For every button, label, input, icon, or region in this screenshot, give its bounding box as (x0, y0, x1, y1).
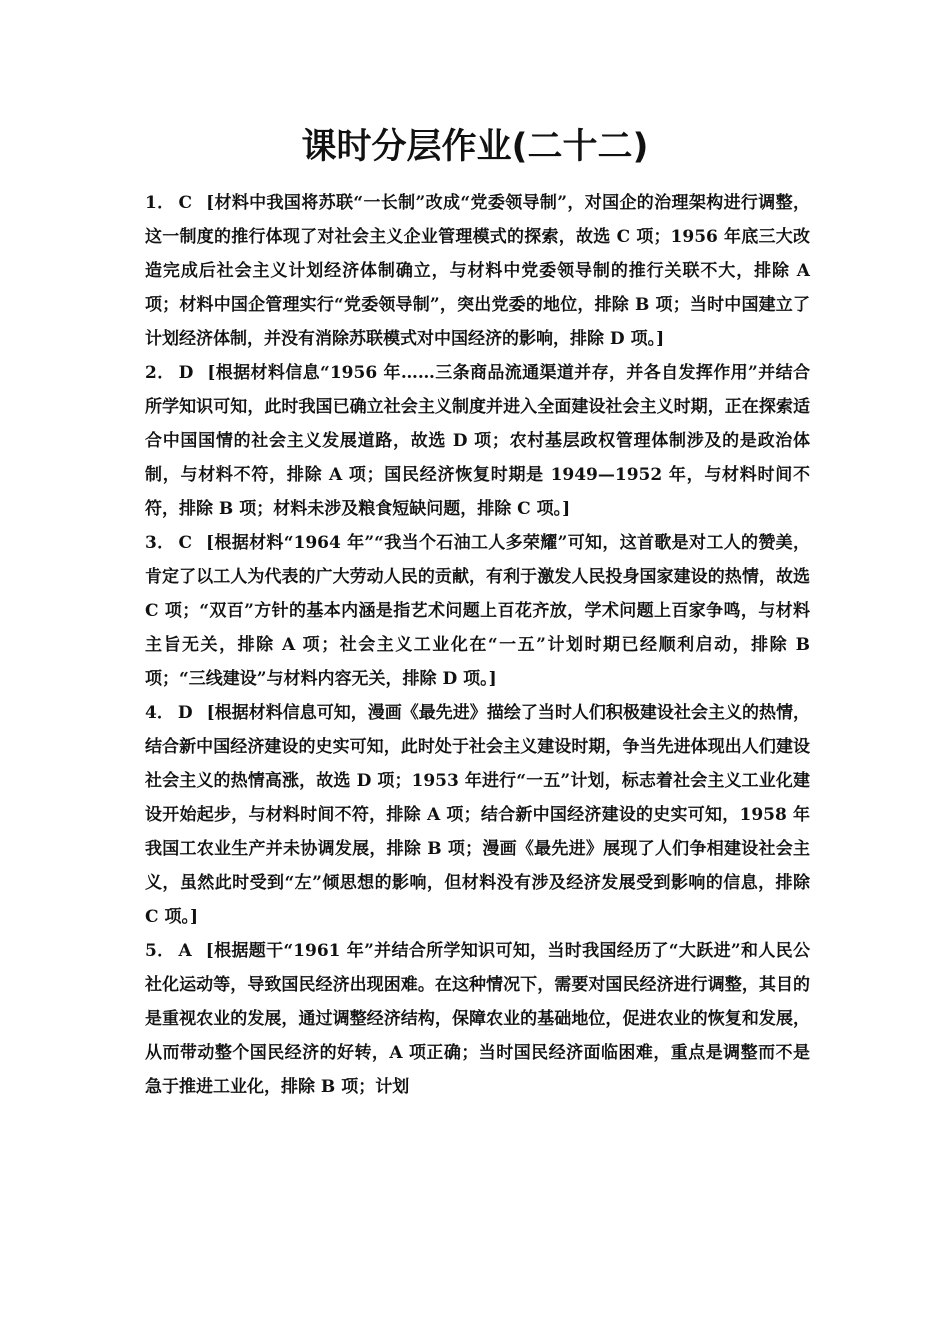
answer-choice: D (177, 703, 193, 723)
answer-list (145, 186, 810, 1104)
answer-explanation: [材料中我国将苏联“一长制”改成“党委领导制”，对国企的治理架构进行调整，这一制度的推行体现了对社会主义企业管理模式的探索，故选 C 项；1956 年底三大改造完成后社会主义计划经济体制确立，与材料中党委领导制的推行关联不大，排除 A 项；材料中国企管理实行“党委领导制”，突出党委的地位，排除 B 项；当时中国建立了计划经济体制，并没有消除苏联模式对中国经济的影响，排除 D 项。] (145, 193, 810, 349)
answer-item (145, 356, 810, 526)
answer-number: 2． (145, 363, 175, 383)
answer-number: 1． (145, 193, 175, 213)
answer-choice: C (178, 533, 193, 553)
answer-explanation: [根据题干“1961 年”并结合所学知识可知，当时我国经历了“大跃进”和人民公社化运动等，导致国民经济出现困难。在这种情况下，需要对国民经济进行调整，其目的是重视农业的发展，通过调整经济结构，保障农业的基础地位，促进农业的恢复和发展，从而带动整个国民经济的好转，A 项正确；当时国民经济面临困难，重点是调整而不是急于推进工业化，排除 B 项；计划 (145, 941, 810, 1097)
answer-item (145, 934, 810, 1104)
answer-item (145, 186, 810, 356)
answer-choice: D (178, 363, 194, 383)
answer-explanation: [根据材料“1964 年”“我当个石油工人多荣耀”可知，这首歌是对工人的赞美，肯定了以工人为代表的广大劳动人民的贡献，有利于激发人民投身国家建设的热情，故选 C 项；“双百”方针的基本内涵是指艺术问题上百花齐放，学术问题上百家争鸣，与材料主旨无关，排除 A 项；社会主义工业化在“一五”计划时期已经顺利启动，排除 B 项；“三线建设”与材料内容无关，排除 D 项。] (145, 533, 810, 689)
answer-explanation: [根据材料信息可知，漫画《最先进》描绘了当时人们积极建设社会主义的热情，结合新中国经济建设的史实可知，此时处于社会主义建设时期，争当先进体现出人们建设社会主义的热情高涨，故选 D 项；1953 年进行“一五”计划，标志着社会主义工业化建设开始起步，与材料时间不符，排除 A 项；结合新中国经济建设的史实可知，1958 年我国工农业生产并未协调发展，排除 B 项；漫画《最先进》展现了人们争相建设社会主义，虽然此时受到“左”倾思想的影响，但材料没有涉及经济发展受到影响的信息，排除 C 项。] (145, 703, 810, 927)
answer-item (145, 696, 810, 934)
answer-number: 4． (145, 703, 174, 723)
answer-item (145, 526, 810, 696)
page-title: 课时分层作业(二十二) (301, 127, 649, 167)
answer-choice: C (178, 193, 193, 213)
answer-explanation: [根据材料信息“1956 年……三条商品流通渠道并存，并各自发挥作用”并结合所学知识可知，此时我国已确立社会主义制度并进入全面建设社会主义时期，正在探索适合中国国情的社会主义发展道路，故选 D 项；农村基层政权管理体制涉及的是政治体制，与材料不符，排除 A 项；国民经济恢复时期是 1949—1952 年，与材料时间不符，排除 B 项；材料未涉及粮食短缺问题，排除 C 项。] (145, 363, 810, 519)
answer-number: 5． (145, 941, 175, 961)
answer-choice: A (178, 941, 192, 961)
answer-number: 3． (145, 533, 175, 553)
